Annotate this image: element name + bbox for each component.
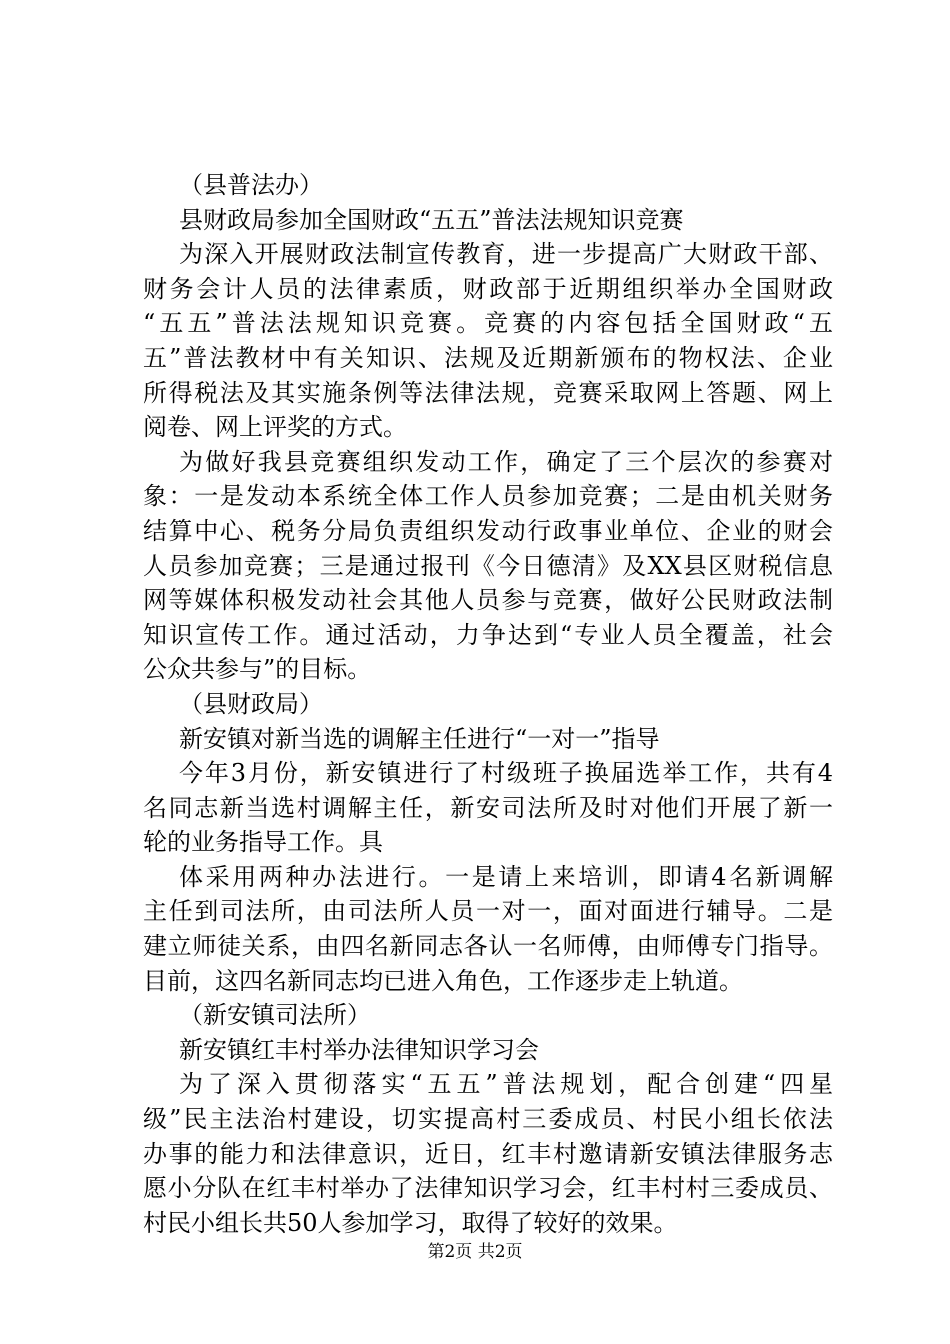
text-line: 结算中心、税务分局负责组织发动行政事业单位、企业的财会 (143, 516, 833, 545)
text-line: 今年3月份，新安镇进行了村级班子换届选举工作，共有4 (179, 759, 833, 788)
text-line: 知识宣传工作。通过活动，力争达到“专业人员全覆盖，社会 (143, 620, 833, 649)
text-line: 阅卷、网上评奖的方式。 (143, 413, 407, 442)
text-line: （新安镇司法所） (179, 1001, 371, 1030)
text-line: 为做好我县竞赛组织发动工作，确定了三个层次的参赛对 (179, 447, 833, 476)
document-body (143, 168, 833, 1240)
text-line: “五五”普法法规知识竞赛。竞赛的内容包括全国财政“五 (143, 309, 833, 338)
text-line: 所得税法及其实施条例等法律法规，竞赛采取网上答题、网上 (143, 378, 833, 407)
text-line: 轮的业务指导工作。具 (143, 828, 383, 857)
text-line: 名同志新当选村调解主任，新安司法所及时对他们开展了新一 (143, 793, 833, 822)
text-line: （县财政局） (179, 689, 323, 718)
text-line: 主任到司法所，由司法所人员一对一，面对面进行辅导。二是 (143, 897, 833, 926)
text-line: 五”普法教材中有关知识、法规及近期新颁布的物权法、企业 (143, 343, 833, 372)
text-line: 新安镇红丰村举办法律知识学习会 (179, 1035, 539, 1064)
text-line: 公众共参与”的目标。 (143, 655, 372, 684)
text-line: 象：一是发动本系统全体工作人员参加竞赛；二是由机关财务 (143, 482, 833, 511)
text-line: 为了深入贯彻落实“五五”普法规划，配合创建“四星 (179, 1070, 833, 1099)
text-line: 办事的能力和法律意识，近日，红丰村邀请新安镇法律服务志 (143, 1139, 833, 1168)
text-line: 人员参加竞赛；三是通过报刊《今日德清》及XX县区财税信息 (143, 551, 833, 580)
text-line: （县普法办） (179, 171, 323, 199)
text-line: 目前，这四名新同志均已进入角色，工作逐步走上轨道。 (143, 966, 743, 995)
text-line: 愿小分队在红丰村举办了法律知识学习会，红丰村村三委成员、 (143, 1174, 833, 1203)
text-line: 村民小组长共50人参加学习，取得了较好的效果。 (143, 1208, 678, 1237)
text-line: 级”民主法治村建设，切实提高村三委成员、村民小组长依法 (143, 1105, 833, 1134)
text-line: 财务会计人员的法律素质，财政部于近期组织举办全国财政 (143, 274, 833, 303)
text-line: 县财政局参加全国财政“五五”普法法规知识竞赛 (179, 205, 684, 234)
page-footer: 第2页 共2页 (427, 1242, 523, 1262)
text-line: 体采用两种办法进行。一是请上来培训，即请4名新调解 (179, 862, 833, 891)
text-line: 网等媒体积极发动社会其他人员参与竞赛，做好公民财政法制 (143, 586, 833, 615)
text-line: 建立师徒关系，由四名新同志各认一名师傅，由师傅专门指导。 (143, 932, 833, 961)
text-line: 为深入开展财政法制宣传教育，进一步提高广大财政干部、 (179, 240, 833, 269)
text-line: 新安镇对新当选的调解主任进行“一对一”指导 (179, 724, 660, 753)
